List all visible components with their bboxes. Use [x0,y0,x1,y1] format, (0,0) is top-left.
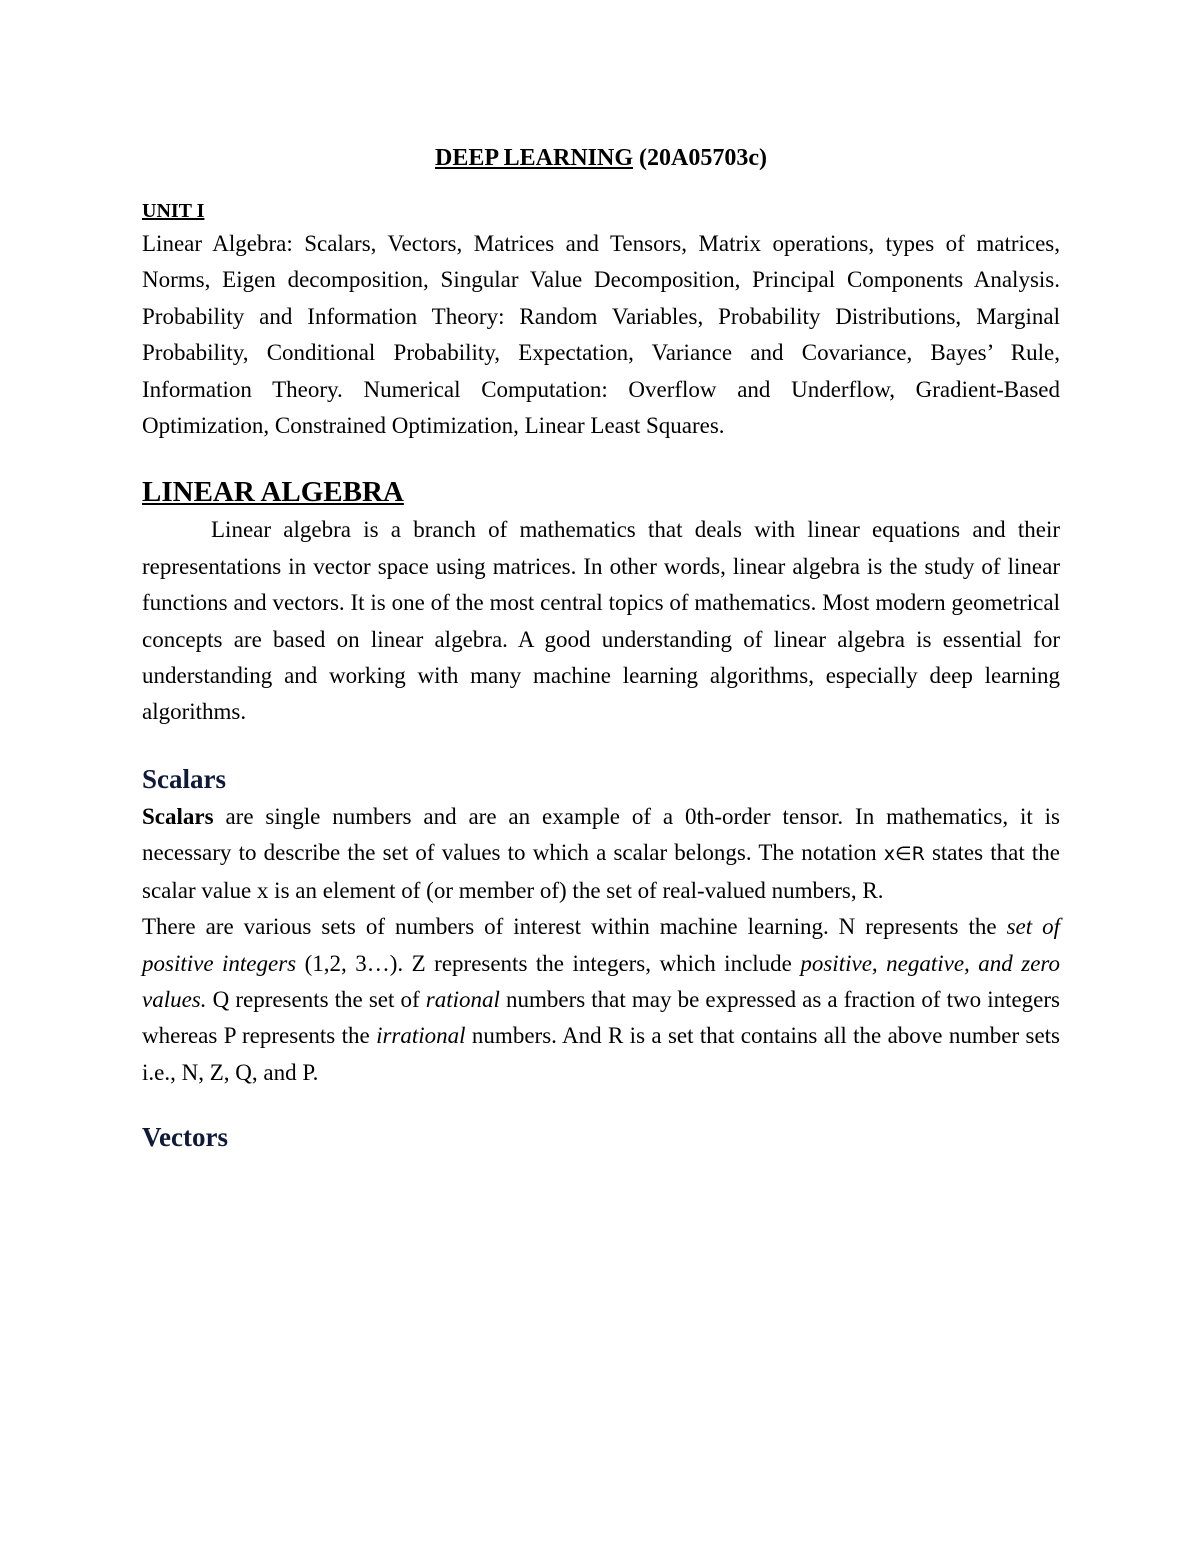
unit-label: UNIT I [142,200,205,222]
sets-italic-positive-integers: set of positive integers [142,914,1060,976]
sets-text-e: numbers. And R is a set that contains all the above number sets i.e., N, Z, Q, and P. [142,1023,1060,1085]
number-sets-paragraph [142,909,1060,1091]
linear-algebra-paragraph: Linear algebra is a branch of mathematics that deals with linear equations and their representations in vector space using matrices. In other words, linear algebra is the study of linear functions and vectors. It is one of the most central topics of mathematics. Most modern geometrical concepts are based on linear algebra. A good understanding of linear algebra is essential for understanding and working with many machine learning algorithms, especially deep learning algorithms. [142,517,1060,725]
scalars-text-b: states that the scalar value x is an element of (or member of) the set of real-valued numbers, R. [142,840,1060,903]
page-content [142,140,1060,1157]
sets-text-d: numbers that may be expressed as a fraction of two integers whereas P represents the [142,986,1061,1049]
title-code: (20A05703c) [639,145,767,171]
linear-algebra-heading: LINEAR ALGEBRA [142,476,404,509]
vectors-heading: Vectors [142,1122,228,1153]
scalar-notation: x∈R [883,843,925,866]
syllabus-paragraph: Linear Algebra: Scalars, Vectors, Matrices and Tensors, Matrix operations, types of matrices, Norms, Eigen decomposition, Singular Value Decomposition, Principal Components Analysis. Probability and Information Theory: Random Variables, Probability Distributions, Marginal Probability, Conditional Probability, Expectation, Variance and Covariance, Bayes’ Rule, Information Theory. Numerical Computation: Overflow and Underflow, Gradient-Based Optimization, Constrained Optimization, Linear Least Squares. [142,231,1060,439]
scalars-paragraph [142,799,1060,909]
sets-italic-irrational: irrational [376,1023,466,1049]
sets-text-b: (1,2, 3…). Z represents the integers, which include [296,950,801,976]
document-title [142,140,1060,176]
scalars-heading: Scalars [142,763,226,794]
sets-text-c: Q represents the set of [206,986,426,1012]
scalars-text-a: are single numbers and are an example of a 0th-order tensor. In mathematics, it is necessary to describe the set of values to which a scalar belongs. The notation [142,803,1060,866]
sets-italic-rational: rational [425,986,500,1012]
sets-italic-values: positive, negative, and zero values. [142,950,1060,1012]
scalars-term: Scalars [142,803,214,829]
title-main: DEEP LEARNING [434,145,634,171]
sets-text-a: There are various sets of numbers of interest within machine learning. N represents the [142,914,1007,940]
